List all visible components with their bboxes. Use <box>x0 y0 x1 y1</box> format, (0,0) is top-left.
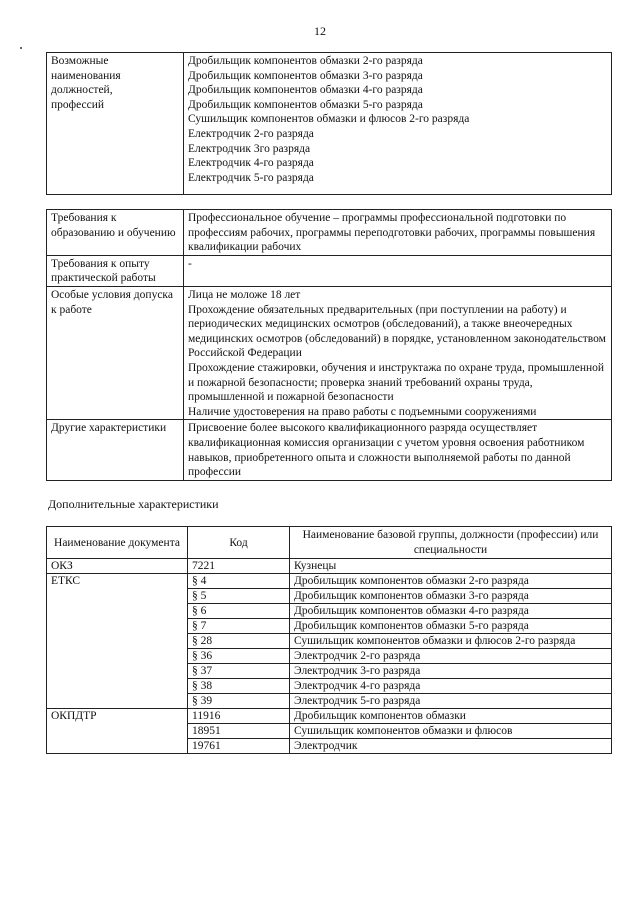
requirement-row-conditions <box>47 286 612 419</box>
positions-row <box>47 53 612 195</box>
requirement-paragraph: Наличие удостоверения на право работы с подъемными сооружениями <box>188 405 537 418</box>
position-item: Дробильщик компонентов обмазки 4-го разряда <box>188 84 423 97</box>
name-cell: Электродчик 5-го разряда <box>290 694 612 709</box>
positions-list-cell <box>184 53 612 195</box>
name-cell: Дробильщик компонентов обмазки 4-го разряда <box>290 604 612 619</box>
position-item: Електродчик 3го разряда <box>188 142 311 155</box>
position-item: Дробильщик компонентов обмазки 5-го разряда <box>188 98 423 111</box>
additional-table <box>46 526 612 754</box>
code-cell: § 4 <box>188 574 290 589</box>
requirement-label: Требования к образованию и обучению <box>47 210 184 256</box>
doc-cell-empty <box>47 664 188 679</box>
requirement-paragraph: Присвоение более высокого квалификационного разряда осуществляет квалификационная комиссия организации с учетом уровня освоения работником навыков, приобретенного опыта и сложности выполняемой работы по данной профессии <box>188 422 585 479</box>
requirement-paragraph: Прохождение обязательных предварительных (при поступлении на работу) и периодических медицинских осмотров (обследований), а также внеочередных медицинских осмотров (обследований) в порядке, установленном законодательством Российской Федерации <box>188 303 606 360</box>
name-cell: Электродчик 4-го разряда <box>290 679 612 694</box>
code-cell: § 6 <box>188 604 290 619</box>
requirement-row-other <box>47 420 612 480</box>
name-cell: Электродчик 3-го разряда <box>290 664 612 679</box>
doc-cell-empty <box>47 724 188 739</box>
positions-label-line: профессий <box>51 98 105 111</box>
code-cell: 18951 <box>188 724 290 739</box>
position-item: Сушильщик компонентов обмазки и флюсов 2-го разряда <box>188 113 470 126</box>
position-item: Електродчик 4-го разряда <box>188 157 314 170</box>
name-cell: Сушильщик компонентов обмазки и флюсов <box>290 724 612 739</box>
scan-dot <box>20 47 22 49</box>
doc-cell: ОКПДТР <box>47 709 188 724</box>
name-cell: Дробильщик компонентов обмазки 5-го разряда <box>290 619 612 634</box>
position-item: Дробильщик компонентов обмазки 3-го разряда <box>188 69 423 82</box>
positions-label-line: наименования <box>51 69 121 82</box>
table-row <box>47 664 612 679</box>
code-cell: 19761 <box>188 739 290 754</box>
table-row <box>47 634 612 649</box>
name-cell: Дробильщик компонентов обмазки 3-го разряда <box>290 589 612 604</box>
code-cell: § 28 <box>188 634 290 649</box>
doc-cell-empty <box>47 649 188 664</box>
table-row <box>47 649 612 664</box>
doc-cell-empty <box>47 604 188 619</box>
doc-cell-empty <box>47 739 188 754</box>
name-cell: Кузнецы <box>290 559 612 574</box>
positions-table <box>46 52 612 195</box>
doc-cell-empty <box>47 619 188 634</box>
requirement-label: Другие характеристики <box>47 420 184 480</box>
table-row <box>47 559 612 574</box>
name-cell: Электродчик 2-го разряда <box>290 649 612 664</box>
table-row <box>47 709 612 724</box>
positions-label-line: должностей, <box>51 84 113 97</box>
name-cell: Сушильщик компонентов обмазки и флюсов 2-го разряда <box>290 634 612 649</box>
table-row <box>47 739 612 754</box>
header-name: Наименование базовой группы, должности (профессии) или специальности <box>290 527 612 559</box>
requirement-label: Требования к опыту практической работы <box>47 255 184 286</box>
requirement-row-experience <box>47 255 612 286</box>
requirement-paragraph: Лица не моложе 18 лет <box>188 288 301 301</box>
code-cell: 11916 <box>188 709 290 724</box>
table-row <box>47 724 612 739</box>
requirements-table <box>46 209 612 481</box>
requirement-paragraph: - <box>188 257 192 270</box>
position-item: Електродчик 2-го разряда <box>188 127 314 140</box>
page-number: 12 <box>314 24 326 38</box>
name-cell: Электродчик <box>290 739 612 754</box>
table-row <box>47 694 612 709</box>
code-cell: 7221 <box>188 559 290 574</box>
header-code: Код <box>188 527 290 559</box>
name-cell: Дробильщик компонентов обмазки 2-го разряда <box>290 574 612 589</box>
requirement-value <box>184 210 612 256</box>
position-item: Електродчик 5-го разряда <box>188 171 314 184</box>
requirement-label: Особые условия допуска к работе <box>47 286 184 419</box>
table-row <box>47 589 612 604</box>
position-item: Дробильщик компонентов обмазки 2-го разряда <box>188 55 423 67</box>
doc-cell-empty <box>47 589 188 604</box>
doc-cell: ЕТКС <box>47 574 188 589</box>
positions-label-cell <box>47 53 184 195</box>
code-cell: § 37 <box>188 664 290 679</box>
requirement-value <box>184 255 612 286</box>
additional-heading: Дополнительные характеристики <box>48 497 219 511</box>
code-cell: § 39 <box>188 694 290 709</box>
positions-label-line: Возможные <box>51 55 109 67</box>
name-cell: Дробильщик компонентов обмазки <box>290 709 612 724</box>
doc-cell-empty <box>47 634 188 649</box>
requirement-row-education <box>47 210 612 256</box>
requirement-paragraph: Профессиональное обучение – программы профессиональной подготовки по профессиям рабочих, программы переподготовки рабочих, программы повышения квалификации рабочих <box>188 212 596 254</box>
doc-cell: ОКЗ <box>47 559 188 574</box>
table-row <box>47 574 612 589</box>
requirement-paragraph: Прохождение стажировки, обучения и инструктажа по охране труда, промышленной и пожарной безопасности; проверка знаний требований охраны труда, промышленной и пожарной безопасности <box>188 361 605 404</box>
doc-cell-empty <box>47 679 188 694</box>
code-cell: § 5 <box>188 589 290 604</box>
doc-cell-empty <box>47 694 188 709</box>
header-doc: Наименование документа <box>47 527 188 559</box>
header-row <box>47 527 612 559</box>
code-cell: § 38 <box>188 679 290 694</box>
requirement-value <box>184 420 612 480</box>
table-row <box>47 619 612 634</box>
table-row <box>47 679 612 694</box>
requirement-value <box>184 286 612 419</box>
code-cell: § 36 <box>188 649 290 664</box>
table-row <box>47 604 612 619</box>
code-cell: § 7 <box>188 619 290 634</box>
